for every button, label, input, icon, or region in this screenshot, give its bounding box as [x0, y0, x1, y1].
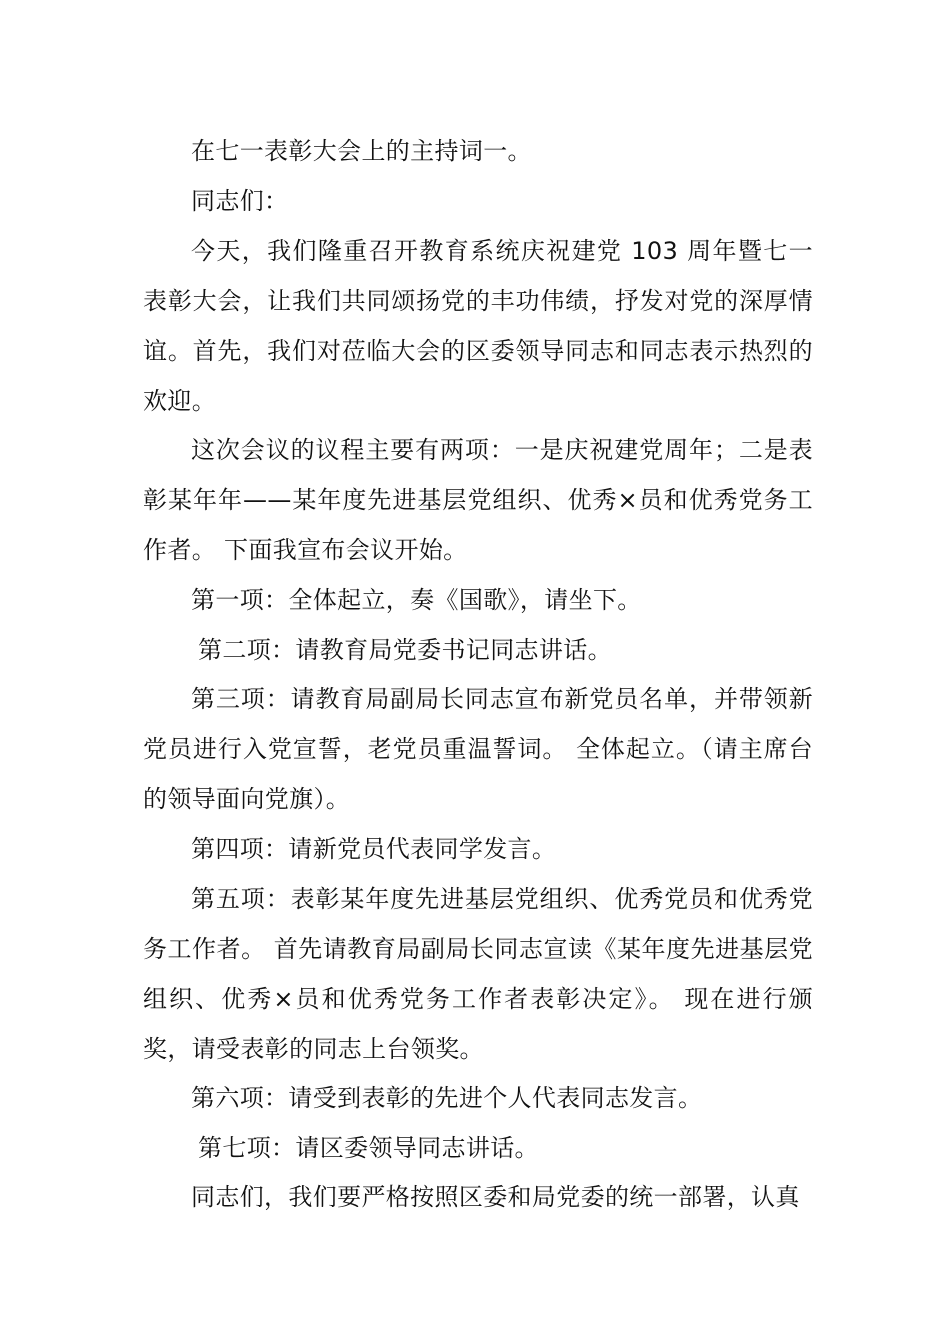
- agenda-item-2: 第二项：请教育局党委书记同志讲话。: [198, 636, 612, 664]
- salutation: 同志们：: [191, 187, 289, 215]
- agenda-item-5: 第五项：表彰某年度先进基层党组织、优秀党员和优秀党务工作者。 首先请教育局副局长同志宣读《某年度先进基层党组织、优秀×员和优秀党务工作者表彰决定》。 现在进行颁奖，请受表彰的同志上台领奖。: [143, 885, 813, 1063]
- document-title: 在七一表彰大会上的主持词一。: [191, 137, 532, 165]
- agenda-item-3: 第三项：请教育局副局长同志宣布新党员名单，并带领新党员进行入党宣誓，老党员重温誓词。 全体起立。（请主席台的领导面向党旗）。: [143, 685, 813, 813]
- agenda-item-6: 第六项：请受到表彰的先进个人代表同志发言。: [191, 1084, 703, 1112]
- paragraph-agenda: 这次会议的议程主要有两项：一是庆祝建党周年；二是表彰某年年——某年度先进基层党组织、优秀×员和优秀党务工作者。 下面我宣布会议开始。: [143, 436, 813, 564]
- paragraph-opening: 今天，我们隆重召开教育系统庆祝建党 103 周年暨七一表彰大会，让我们共同颂扬党的丰功伟绩，抒发对党的深厚情谊。首先，我们对莅临大会的区委领导同志和同志表示热烈的欢迎。: [143, 237, 813, 415]
- agenda-item-4: 第四项：请新党员代表同学发言。: [191, 835, 557, 863]
- agenda-item-7: 第七项：请区委领导同志讲话。: [198, 1134, 539, 1162]
- agenda-item-1: 第一项：全体起立，奏《国歌》，请坐下。: [191, 586, 642, 614]
- paragraph-closing: 同志们，我们要严格按照区委和局党委的统一部署，认真: [191, 1183, 800, 1211]
